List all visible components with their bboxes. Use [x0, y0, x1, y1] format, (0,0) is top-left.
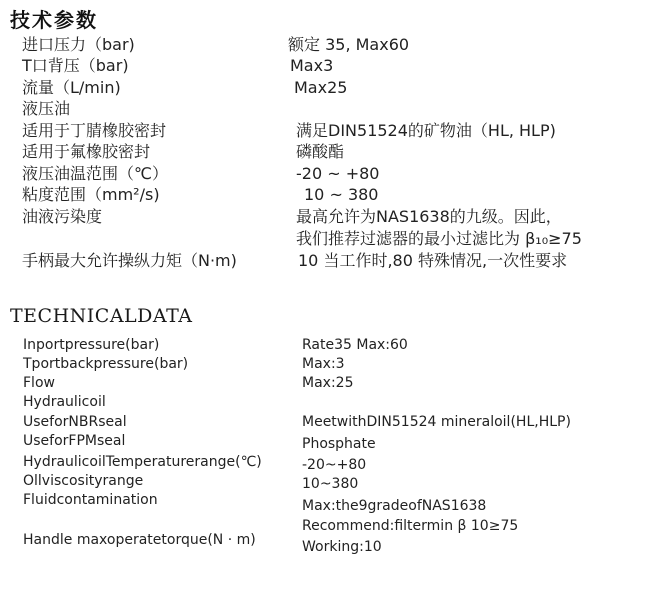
zh-value: 最高允许为NAS1638的九级。因此， [296, 207, 562, 226]
zh-label: 粘度范围（mm²/s) [22, 185, 160, 204]
en-value: Recommend:filtermin β 10≥75 [302, 518, 519, 534]
en-label: Fluidcontamination [23, 492, 158, 508]
en-value: 10~380 [302, 476, 359, 492]
en-value: Max:25 [302, 375, 354, 391]
zh-label: 液压油温范围（℃） [22, 164, 168, 183]
en-label: UseforNBRseal [23, 414, 127, 430]
en-label: Tportbackpressure(bar) [23, 356, 189, 372]
en-value: Max:3 [302, 356, 345, 372]
en-value: Max:the9gradeofNAS1638 [302, 498, 487, 514]
zh-value: Max3 [290, 56, 334, 75]
zh-value: Max25 [294, 78, 348, 97]
zh-label: T口背压（bar) [22, 56, 129, 75]
en-label: Handle maxoperatetorque(N · m) [23, 532, 256, 548]
zh-label: 进口压力（bar) [22, 35, 135, 54]
zh-label: 液压油 [22, 99, 71, 118]
en-label: UseforFPMseal [23, 433, 126, 449]
en-label: HydraulicoilTemperaturerange(℃) [23, 454, 262, 470]
en-value: Working:10 [302, 539, 382, 555]
zh-value: 磷酸酯 [296, 142, 345, 161]
zh-value: 10 当工作时,80 特殊情况,一次性要求 [298, 251, 568, 270]
en-label: Inportpressure(bar) [23, 337, 160, 353]
title-zh: 技术参数 [10, 8, 98, 32]
zh-label: 适用于氟橡胶密封 [22, 142, 151, 161]
en-value: -20~+80 [302, 457, 367, 473]
zh-label: 油液污染度 [22, 207, 103, 226]
en-value: Rate35 Max:60 [302, 337, 408, 353]
zh-value: 我们推荐过滤器的最小过滤比为 β₁₀≥75 [296, 229, 582, 248]
zh-value: 10 ~ 380 [304, 185, 379, 204]
zh-label: 手柄最大允许操纵力矩（N·m) [22, 251, 237, 270]
title-en: TECHNICALDATA [10, 305, 193, 327]
en-label: Flow [23, 375, 55, 391]
en-label: Hydraulicoil [23, 394, 106, 410]
zh-value: 额定 35, Max60 [288, 35, 410, 54]
zh-label: 流量（L/min) [22, 78, 121, 97]
en-label: Ollviscosityrange [23, 473, 144, 489]
en-value: MeetwithDIN51524 mineraloil(HL,HLP) [302, 414, 571, 430]
zh-value: -20 ~ +80 [296, 164, 380, 183]
zh-label: 适用于丁腈橡胶密封 [22, 121, 167, 140]
zh-value: 满足DIN51524的矿物油（HL, HLP) [296, 121, 556, 140]
en-value: Phosphate [302, 436, 376, 452]
